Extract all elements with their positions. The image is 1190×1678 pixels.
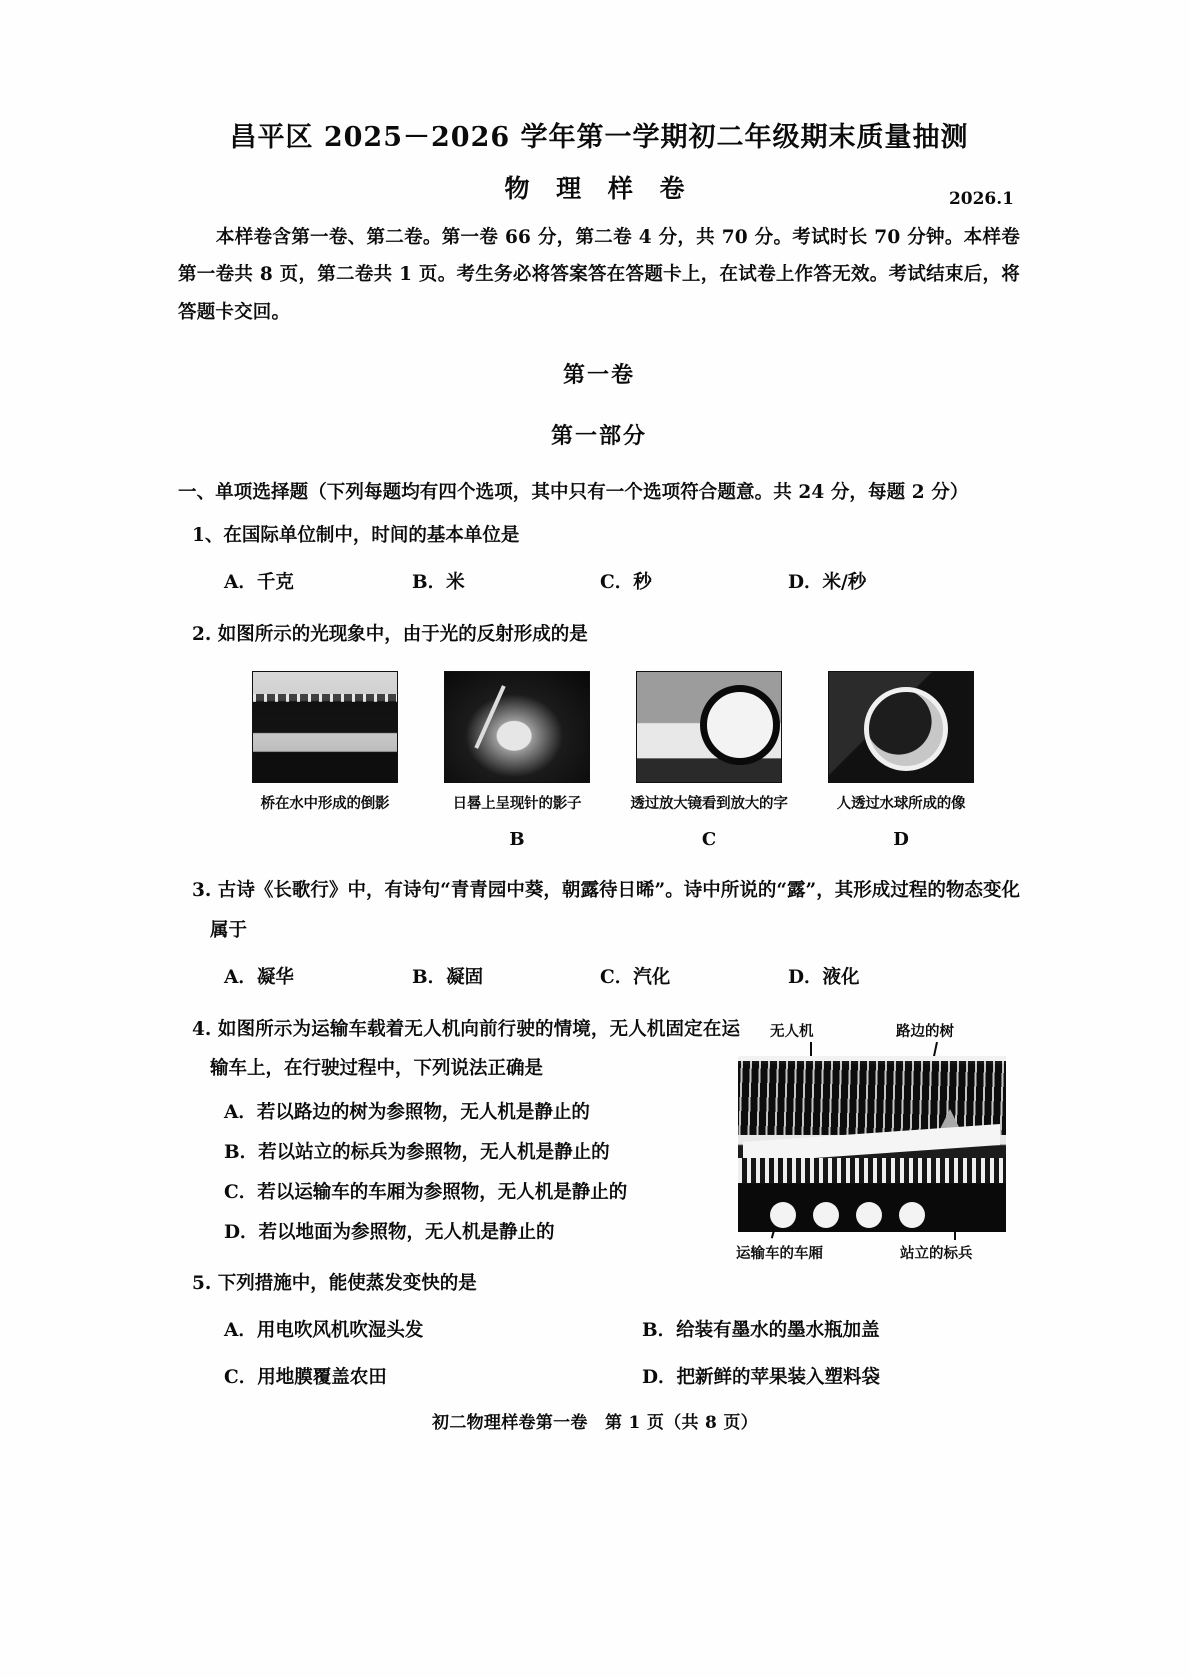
question-2-letter-d: D (893, 828, 909, 850)
magnifier-text-photo-icon (636, 671, 782, 783)
question-2-number: 2. (192, 623, 212, 645)
part-section-heading: 第一部分 (550, 423, 647, 450)
question-1-number: 1、 (192, 525, 224, 547)
question-1-option-b[interactable]: B．米 (412, 572, 465, 594)
page-content (178, 118, 1020, 1398)
exam-instructions: 本样卷含第一卷、第二卷。第一卷 66 分，第二卷 4 分，共 70 分。考试时长 70 分钟。本样卷第一卷共 8 页，第二卷共 1 页。考生务必将答案答在答题卡上，在试卷上作答无效。考试结束后，将答题卡交回。 (178, 226, 1020, 324)
question-1-options (224, 563, 1020, 603)
question-1-stem (192, 516, 1020, 556)
water-ball-image-photo-icon (828, 671, 974, 783)
question-4-text: 如图所示为运输车载着无人机向前行驶的情境，无人机固定在运输车上，在行驶过程中，下列说法正确是 (210, 1018, 740, 1080)
question-5-option-b[interactable]: B．给装有墨水的墨水瓶加盖 (642, 1320, 880, 1342)
question-3-options (224, 958, 1020, 998)
subtitle-row (178, 173, 1020, 211)
question-2-figure-b[interactable] (434, 671, 600, 860)
drone-transport-truck-photo-icon (738, 1056, 1006, 1232)
question-2-caption-b: 日晷上呈现针的影子 (452, 794, 582, 812)
question-3 (178, 871, 1020, 997)
question-5-option-c[interactable]: C．用地膜覆盖农田 (224, 1366, 387, 1388)
question-4-option-d[interactable]: D．若以地面为参照物，无人机是静止的 (224, 1221, 555, 1243)
exam-date: 2026.1 (948, 188, 1014, 209)
question-4-number: 4. (192, 1018, 212, 1040)
question-1-option-d[interactable]: D．米/秒 (788, 572, 867, 594)
part-volume-heading: 第一卷 (562, 362, 635, 389)
question-5-option-d[interactable]: D．把新鲜的苹果装入塑料袋 (642, 1366, 881, 1388)
question-2-letter-c: C (701, 828, 717, 850)
question-4-label-tree: 路边的树 (896, 1023, 954, 1040)
question-2-stem (192, 615, 1020, 655)
page-footer: 初二物理样卷第一卷 第 1 页（共 8 页） (432, 1413, 758, 1433)
question-3-option-a[interactable]: A．凝华 (224, 966, 294, 988)
question-2-letter-b: B (509, 828, 525, 850)
question-5-stem (192, 1264, 1020, 1304)
sundial-shadow-photo-icon (444, 671, 590, 783)
question-3-option-d[interactable]: D．液化 (788, 966, 860, 988)
question-1-option-a[interactable]: A．千克 (224, 572, 294, 594)
question-1-option-c[interactable]: C．秒 (600, 572, 652, 594)
question-5 (178, 1264, 1020, 1397)
question-1 (178, 516, 1020, 603)
question-2-caption-c: 透过放大镜看到放大的字 (630, 794, 788, 812)
question-5-options-row-2 (224, 1358, 1020, 1398)
question-3-option-c[interactable]: C．汽化 (600, 966, 671, 988)
question-2-figure-d[interactable] (818, 671, 984, 860)
question-2 (178, 615, 1020, 860)
question-3-text: 古诗《长歌行》中，有诗句“青青园中葵，朝露待日晞”。诗中所说的“露”，其形成过程的物态变化属于 (210, 880, 1020, 942)
question-2-figure-c[interactable] (626, 671, 792, 860)
question-2-caption-d: 人透过水球所成的像 (836, 794, 966, 812)
question-5-number: 5. (192, 1273, 212, 1295)
question-4-option-b[interactable]: B．若以站立的标兵为参照物，无人机是静止的 (224, 1142, 610, 1164)
question-5-text: 下列措施中，能使蒸发变快的是 (217, 1273, 477, 1295)
question-5-option-a[interactable]: A．用电吹风机吹湿头发 (224, 1320, 424, 1342)
question-1-text: 在国际单位制中，时间的基本单位是 (223, 525, 520, 547)
page-title: 昌平区 2025－2026 学年第一学期初二年级期末质量抽测 (229, 122, 969, 153)
question-3-number: 3. (192, 880, 212, 902)
question-4-figure (718, 1020, 1018, 1260)
question-4-label-drone: 无人机 (770, 1023, 814, 1040)
question-2-figure-strip (242, 671, 984, 860)
question-3-stem (192, 871, 1020, 951)
question-2-text: 如图所示的光现象中，由于光的反射形成的是 (217, 623, 588, 645)
question-2-caption-a: 桥在水中形成的倒影 (260, 794, 390, 812)
bridge-reflection-photo-icon (252, 671, 398, 783)
question-4-label-soldier: 站立的标兵 (900, 1245, 973, 1262)
question-5-options-row-1 (224, 1311, 1020, 1351)
question-3-option-b[interactable]: B．凝固 (412, 966, 484, 988)
section-heading-multiple-choice: 一、单项选择题（下列每题均有四个选项，其中只有一个选项符合题意。共 24 分，每题 2 分） (178, 482, 969, 504)
crowd-band (738, 1158, 1006, 1183)
question-4-option-a[interactable]: A．若以路边的树为参照物，无人机是静止的 (224, 1102, 590, 1124)
question-4-label-cabin: 运输车的车厢 (736, 1245, 823, 1262)
question-4-stem (192, 1010, 740, 1090)
document-subtitle: 物 理 样 卷 (504, 173, 694, 203)
question-4-option-c[interactable]: C．若以运输车的车厢为参照物，无人机是静止的 (224, 1181, 628, 1203)
question-2-figure-a[interactable] (242, 671, 408, 860)
